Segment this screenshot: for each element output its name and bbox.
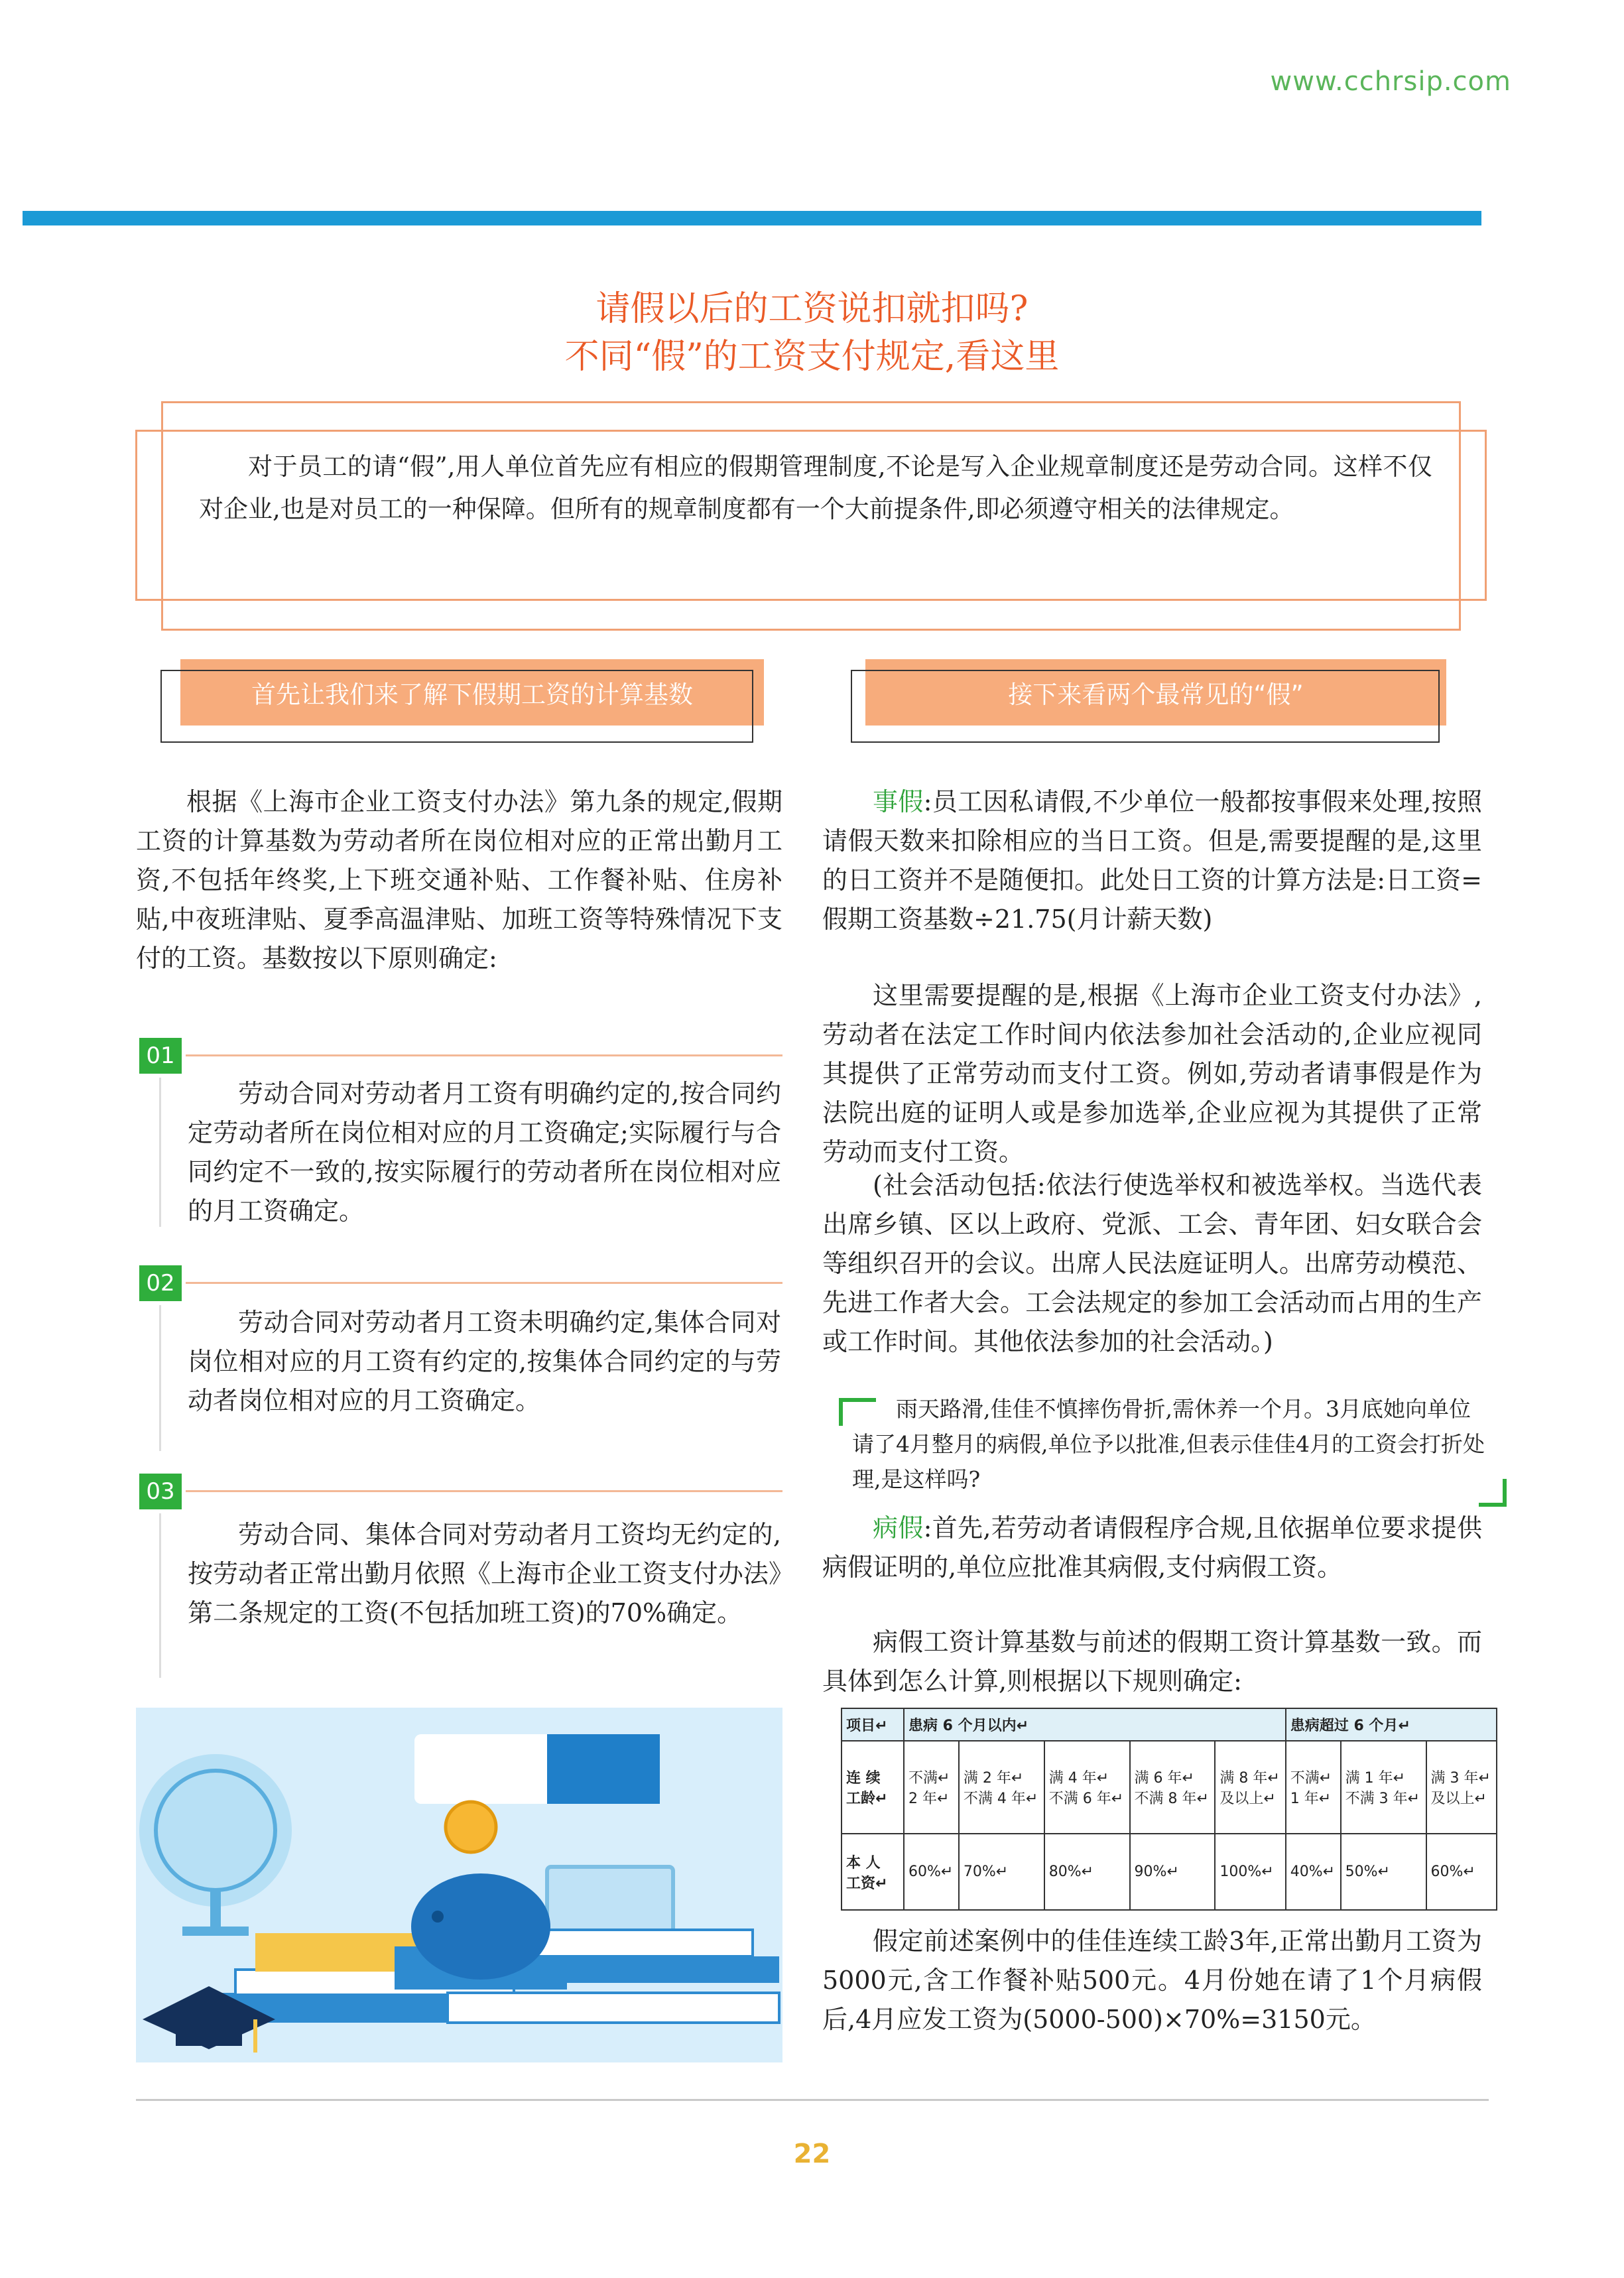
intro-paragraph: 对于员工的请“假”,用人单位首先应有相应的假期管理制度,不论是写入企业规章制度还是劳动合同。这样不仅对企业,也是对员工的一种保障。但所有的规章制度都有一个大前提条件,即必须遵守相关的法律规定。 [199, 452, 1432, 523]
table-cell [904, 1741, 959, 1834]
table-cell [1044, 1741, 1130, 1834]
item-text-01: 劳动合同对劳动者月工资有明确约定的,按合同约定劳动者所在岗位相对应的月工资确定;实际履行与合同约定不一致的,按实际履行的劳动者所在岗位相对应的月工资确定。 [188, 1079, 781, 1226]
cell-line: 及以上↵ [1430, 1791, 1487, 1807]
table-cell: 40%↵ [1286, 1834, 1341, 1910]
table-row-label-line: 本 人 [846, 1854, 881, 1871]
table-cell: 60%↵ [904, 1834, 959, 1910]
social-activity-paragraph: 这里需要提醒的是,根据《上海市企业工资支付办法》,劳动者在法定工作时间内依法参加社会活动的,企业应视同其提供了正常劳动而支付工资。例如,劳动者请事假是作为法院出庭的证明人或是参加选举,企业应视为其提供了正常劳动而支付工资。 [822, 981, 1482, 1167]
cell-line: 满 2 年↵ [963, 1770, 1024, 1787]
cell-line: 不满 6 年↵ [1048, 1791, 1124, 1807]
right-section-title: 接下来看两个最常见的“假” [865, 659, 1446, 726]
table-cell [959, 1741, 1044, 1834]
table-cell: 100%↵ [1215, 1834, 1285, 1910]
cell-line: 不满↵ [1290, 1770, 1332, 1787]
table-cell: 50%↵ [1341, 1834, 1426, 1910]
item-text-02: 劳动合同对劳动者月工资未明确约定,集体合同对岗位相对应的月工资有约定的,按集体合同约定的与劳动者岗位相对应的月工资确定。 [188, 1308, 781, 1415]
social-activity-note: (社会活动包括:依法行使选举权和被选举权。当选代表出席乡镇、区以上政府、党派、工会、青年团、妇女联合会等组织召开的会议。出席人民法庭证明人。出席劳动模范、先进工作者大会。工会法规定的参加工会活动而占用的生产或工作时间。其他依法参加的社会活动。) [822, 1171, 1482, 1356]
table-cell [1130, 1741, 1216, 1834]
table-header-group1: 患病 6 个月以内↵ [904, 1708, 1286, 1741]
table-row-pay [842, 1834, 1497, 1910]
table-header-item: 项目↵ [842, 1708, 904, 1741]
header-bar [23, 211, 1481, 225]
cell-line: 不满 4 年↵ [963, 1791, 1038, 1807]
cell-line: 不满 8 年↵ [1134, 1791, 1209, 1807]
table-row-label [842, 1834, 904, 1910]
table-cell [1341, 1741, 1426, 1834]
cell-line: 满 8 年↵ [1219, 1770, 1280, 1787]
table-row-label-line: 连 续 [846, 1770, 881, 1787]
article-title-line1: 请假以后的工资说扣就扣吗? [595, 289, 1029, 329]
site-url: www.cchrsip.com [1270, 66, 1511, 97]
table-header-row [842, 1708, 1497, 1741]
personal-leave-text: :员工因私请假,不少单位一般都按事假来处理,按照请假天数来扣除相应的当日工资。但是,需要提醒的是,这里的日工资并不是随便扣。此处日工资的计算方法是:日工资=假期工资基数÷21.75(月计薪天数) [822, 787, 1482, 934]
calc-base-paragraph: 根据《上海市企业工资支付办法》第九条的规定,假期工资的计算基数为劳动者所在岗位相对应的正常出勤月工资,不包括年终奖,上下班交通补贴、工作餐补贴、住房补贴,中夜班津贴、夏季高温津贴、加班工资等特殊情况下支付的工资。基数按以下原则确定: [136, 787, 782, 973]
sick-leave-text: :首先,若劳动者请假程序合规,且依据单位要求提供病假证明的,单位应批准其病假,支付病假工资。 [822, 1513, 1482, 1582]
example-calculation-paragraph: 假定前述案例中的佳佳连续工龄3年,正常出勤月工资为5000元,含工作餐补贴500元。4月份她在请了1个月病假后,4月应发工资为(5000-500)×70%=3150元。 [822, 1927, 1482, 2034]
case-text: 雨天路滑,佳佳不慎摔伤骨折,需休养一个月。3月底她向单位请了4月整月的病假,单位予以批准,但表示佳佳4月的工资会打折处理,是这样吗? [852, 1396, 1485, 1492]
table-cell [1286, 1741, 1341, 1834]
personal-leave-label: 事假 [873, 787, 924, 816]
table-cell: 90%↵ [1130, 1834, 1216, 1910]
table-cell [1215, 1741, 1285, 1834]
item-text-03: 劳动合同、集体合同对劳动者月工资均无约定的,按劳动者正常出勤月依照《上海市企业工资支付办法》第二条规定的工资(不包括加班工资)的70%确定。 [188, 1520, 781, 1627]
article-title-line2: 不同“假”的工资支付规定,看这里 [564, 337, 1060, 377]
page-number: 22 [793, 2139, 831, 2169]
cell-line: 满 3 年↵ [1430, 1770, 1491, 1787]
footer-divider [136, 2099, 1489, 2101]
table-cell [1426, 1741, 1497, 1834]
item-number-02: 02 [139, 1265, 182, 1301]
table-cell: 80%↵ [1044, 1834, 1130, 1910]
cell-line: 及以上↵ [1219, 1791, 1276, 1807]
cell-line: 不满↵ [908, 1770, 950, 1787]
item-side-line [159, 1078, 161, 1227]
item-divider [186, 1282, 782, 1284]
table-row-label-line: 工龄↵ [846, 1791, 888, 1807]
item-side-line [159, 1513, 161, 1678]
personal-leave-paragraph [822, 783, 1482, 939]
table-row-seniority [842, 1741, 1497, 1834]
cell-line: 满 1 年↵ [1345, 1770, 1406, 1787]
item-divider [186, 1054, 782, 1056]
table-row-label-line: 工资↵ [846, 1875, 888, 1892]
item-number-01: 01 [139, 1038, 182, 1074]
savings-illustration [136, 1708, 782, 2062]
table-header-group2: 患病超过 6 个月↵ [1286, 1708, 1497, 1741]
cell-line: 1 年↵ [1290, 1791, 1332, 1807]
sick-leave-paragraph [822, 1509, 1482, 1587]
right-section-title-outline [851, 670, 1440, 743]
sick-leave-label: 病假 [873, 1513, 924, 1543]
left-section-title: 首先让我们来了解下假期工资的计算基数 [180, 659, 764, 726]
item-side-line [159, 1305, 161, 1451]
table-cell: 60%↵ [1426, 1834, 1497, 1910]
case-corner-bottom-right [1479, 1479, 1507, 1507]
item-divider [186, 1490, 782, 1492]
cell-line: 满 6 年↵ [1134, 1770, 1194, 1787]
table-row-label [842, 1741, 904, 1834]
sick-pay-table [841, 1708, 1497, 1911]
cell-line: 不满 3 年↵ [1345, 1791, 1420, 1807]
item-number-03: 03 [139, 1474, 182, 1509]
sick-pay-base-paragraph: 病假工资计算基数与前述的假期工资计算基数一致。而具体到怎么计算,则根据以下规则确定: [822, 1627, 1482, 1696]
table-cell: 70%↵ [959, 1834, 1044, 1910]
cell-line: 满 4 年↵ [1048, 1770, 1109, 1787]
cell-line: 2 年↵ [908, 1791, 950, 1807]
left-section-title-outline [160, 670, 753, 743]
